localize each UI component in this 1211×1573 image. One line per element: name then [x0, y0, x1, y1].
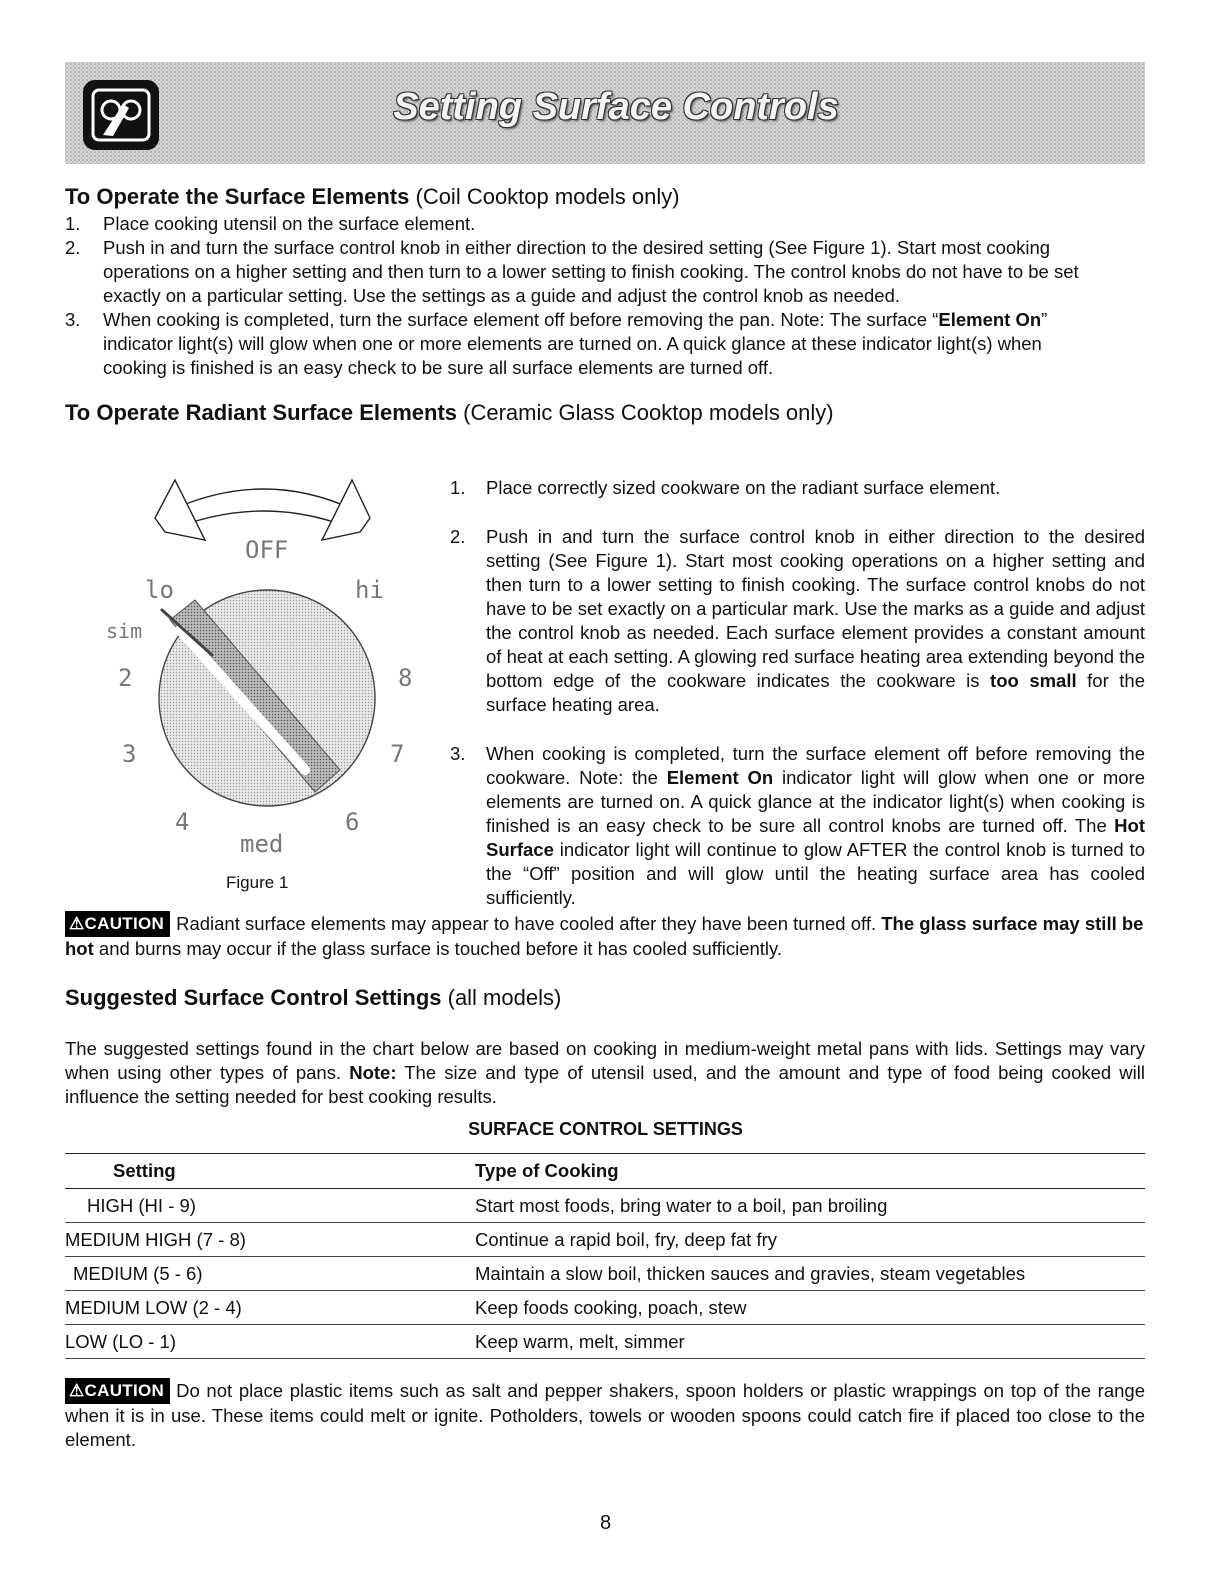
table-cell: MEDIUM HIGH (7 - 8) [65, 1228, 246, 1250]
page-title: Setting Surface Controls [393, 86, 839, 128]
list-item: 1. Place correctly sized cookware on the radiant surface element. [450, 477, 1001, 498]
caution-badge: ⚠CAUTION [65, 1378, 170, 1404]
table-cell: Keep warm, melt, simmer [475, 1330, 685, 1352]
table-row [65, 1291, 1145, 1325]
table-row [65, 1223, 1145, 1257]
dial-label: hi [355, 576, 384, 604]
list-item: 2. Push in and turn the surface control knob in either direction to the desired setting (See Figure 1). Start most cooking operations on a higher setting and then turn to a lower setting to finish cooking. The control knobs do not have to be set exactly on a particular setting. Use the settings as a guide and adjust the control knob as needed. [65, 237, 1079, 306]
dial-label: med [240, 830, 284, 858]
column-header-type: Type of Cooking [475, 1160, 619, 1181]
table-cell: Start most foods, bring water to a boil, pan broiling [475, 1194, 888, 1216]
figure-caption: Figure 1 [226, 873, 289, 892]
table-cell: MEDIUM (5 - 6) [73, 1262, 203, 1284]
list-item: 3. When cooking is completed, turn the surface element off before removing the pan. Note: The surface “Element On” indicator light(s) will glow when one or more elements are turned on. A quick glance at these indicator light(s) when cooking is finished is an easy check to be sure all surface elements are turned off. [65, 309, 1048, 378]
caution-note-radiant: ⚠CAUTION Radiant surface elements may appear to have cooled after they have been turned off. The glass surface may still be hot and burns may occur if the glass surface is touched before it has cooled sufficiently. [65, 913, 1144, 959]
dial-label: 4 [175, 808, 190, 836]
column-header-setting: Setting [113, 1160, 176, 1181]
list-item: 3. When cooking is completed, turn the surface element off before removing the cookware. Note: the Element On indicator light will glow when one or more elements are turned on. A quick glance at the indicator light(s) when cooking is finished is an easy check to be sure all control knobs are turned off. The Hot Surface indicator light will continue to glow AFTER the control knob is turned to the “Off” position and will glow until the heating surface area has cooled sufficiently. [450, 743, 1145, 908]
dial-label: 7 [390, 740, 405, 768]
dial-label: 6 [345, 808, 360, 836]
table-cell: Maintain a slow boil, thicken sauces and gravies, steam vegetables [475, 1262, 1026, 1284]
caution-note-plastic: ⚠CAUTION Do not place plastic items such as salt and pepper shakers, spoon holders or plastic wrappings on top of the range when it is in use. These items could melt or ignite. Potholders, towels or wooden spoons could catch fire if placed too close to the element. [65, 1380, 1145, 1450]
radiant-steps-list [450, 476, 1145, 910]
table-title: SURFACE CONTROL SETTINGS [468, 1119, 743, 1139]
section-heading-coil: To Operate the Surface Elements (Coil Cooktop models only) [65, 184, 680, 209]
table-cell: Keep foods cooking, poach, stew [475, 1296, 747, 1318]
table-cell: Continue a rapid boil, fry, deep fat fry [475, 1228, 777, 1250]
dial-label: OFF [245, 536, 289, 564]
table-row [65, 1189, 1145, 1223]
coil-steps-list [65, 212, 1105, 380]
settings-intro: The suggested settings found in the chart below are based on cooking in medium-weight metal pans with lids. Settings may vary when using other types of pans. Note: The size and type of utensil used, and the amount and type of food being cooked will influence the setting needed for best cooking results. [65, 1038, 1145, 1107]
table-cell: HIGH (HI - 9) [87, 1194, 196, 1216]
list-item: 1. Place cooking utensil on the surface element. [65, 213, 476, 234]
table-header-row [65, 1154, 1145, 1189]
page-number: 8 [599, 1512, 612, 1534]
list-item: 2. Push in and turn the surface control knob in either direction to the desired setting (See Figure 1). Start most cooking operations on a higher setting and then turn to a lower setting to finish cooking. The surface control knobs do not have to be set exactly on a particular mark. Use the marks as a guide and adjust the control knob as needed. Each surface element provides a constant amount of heat at each setting. A glowing red surface heating area extending beyond the bottom edge of the cookware indicates the cookware is too small for the surface heating area. [450, 526, 1145, 715]
control-knob-figure [100, 470, 440, 865]
section-heading-radiant: To Operate Radiant Surface Elements (Ceramic Glass Cooktop models only) [65, 400, 834, 425]
surface-control-settings-table [65, 1153, 1145, 1359]
section-banner [65, 62, 1145, 164]
dial-label: 8 [398, 664, 413, 692]
table-row [65, 1257, 1145, 1291]
section-heading-settings: Suggested Surface Control Settings (all models) [65, 985, 562, 1010]
caution-badge: ⚠CAUTION [65, 911, 170, 937]
dial-label: 3 [122, 740, 137, 768]
table-cell: LOW (LO - 1) [65, 1330, 177, 1352]
table-cell: MEDIUM LOW (2 - 4) [65, 1296, 242, 1318]
dial-label: lo [145, 576, 174, 604]
dial-label: 2 [118, 664, 133, 692]
dial-label: sim [106, 619, 143, 643]
table-row [65, 1325, 1145, 1359]
